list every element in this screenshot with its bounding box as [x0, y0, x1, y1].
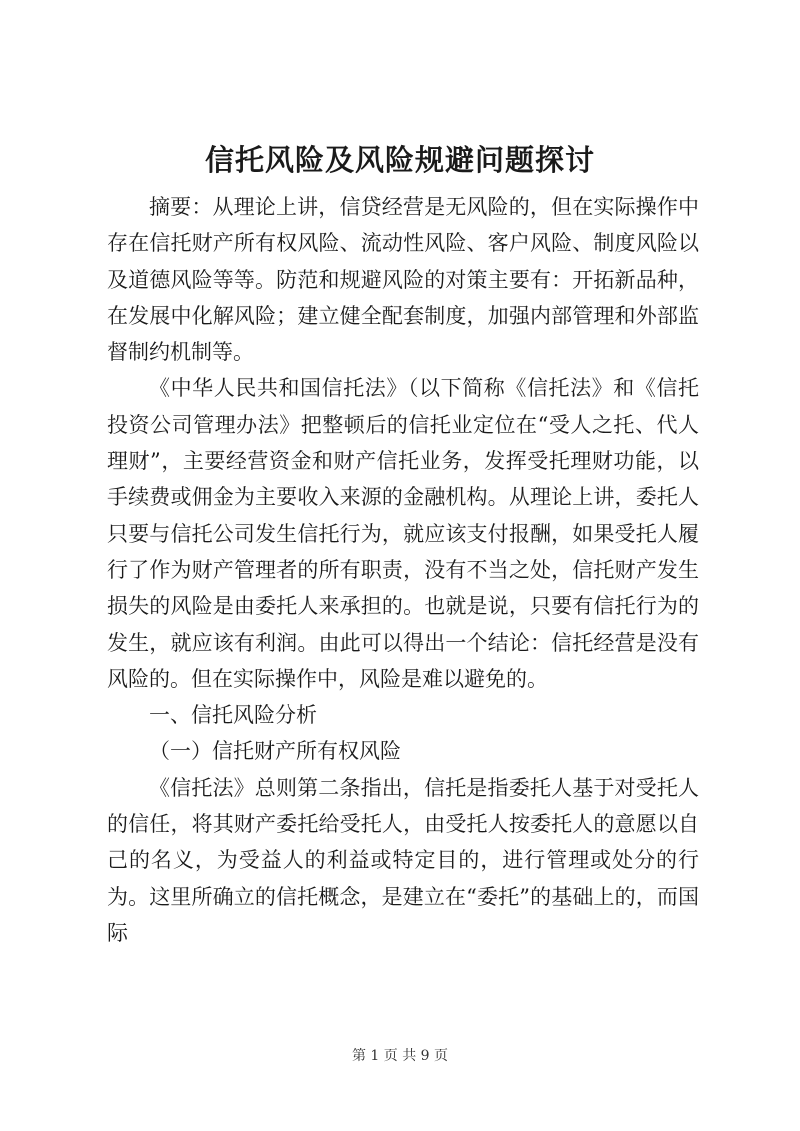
abstract-paragraph: 摘要：从理论上讲，信贷经营是无风险的，但在实际操作中存在信托财产所有权风险、流动性风险、客户风险、制度风险以及道德风险等等。防范和规避风险的对策主要有：开拓新品种，在发展中化解风险；建立健全配套制度，加强内部管理和外部监督制约机制等。: [107, 195, 699, 365]
document-body: [107, 189, 699, 951]
document-title: 信托风险及风险规避问题探讨: [204, 143, 595, 177]
intro-paragraph: 《中华人民共和国信托法》（以下简称《信托法》和《信托投资公司管理办法》把整顿后的信托业定位在“受人之托、代人理财”，主要经营资金和财产信托业务，发挥受托理财功能，以手续费或佣金为主要收入来源的金融机构。从理论上讲，委托人只要与信托公司发生信托行为，就应该支付报酬，如果受托人履行了作为财产管理者的所有职责，没有不当之处，信托财产发生损失的风险是由委托人来承担的。也就是说，只要有信托行为的发生，就应该有利润。由此可以得出一个结论：信托经营是没有风险的。但在实际操作中，风险是难以避免的。: [107, 376, 699, 691]
page-number-footer: 第 1 页 共 9 页: [351, 1048, 449, 1064]
body-paragraph: 《信托法》总则第二条指出，信托是指委托人基于对受托人的信任，将其财产委托给受托人，由受托人按委托人的意愿以自己的名义，为受益人的利益或特定目的，进行管理或处分的行为。这里所确立的信托概念，是建立在“委托”的基础上的，而国际: [107, 775, 699, 945]
subsection-heading: （一）信托财产所有权风险: [149, 739, 401, 764]
section-heading: 一、信托风险分析: [149, 703, 317, 728]
